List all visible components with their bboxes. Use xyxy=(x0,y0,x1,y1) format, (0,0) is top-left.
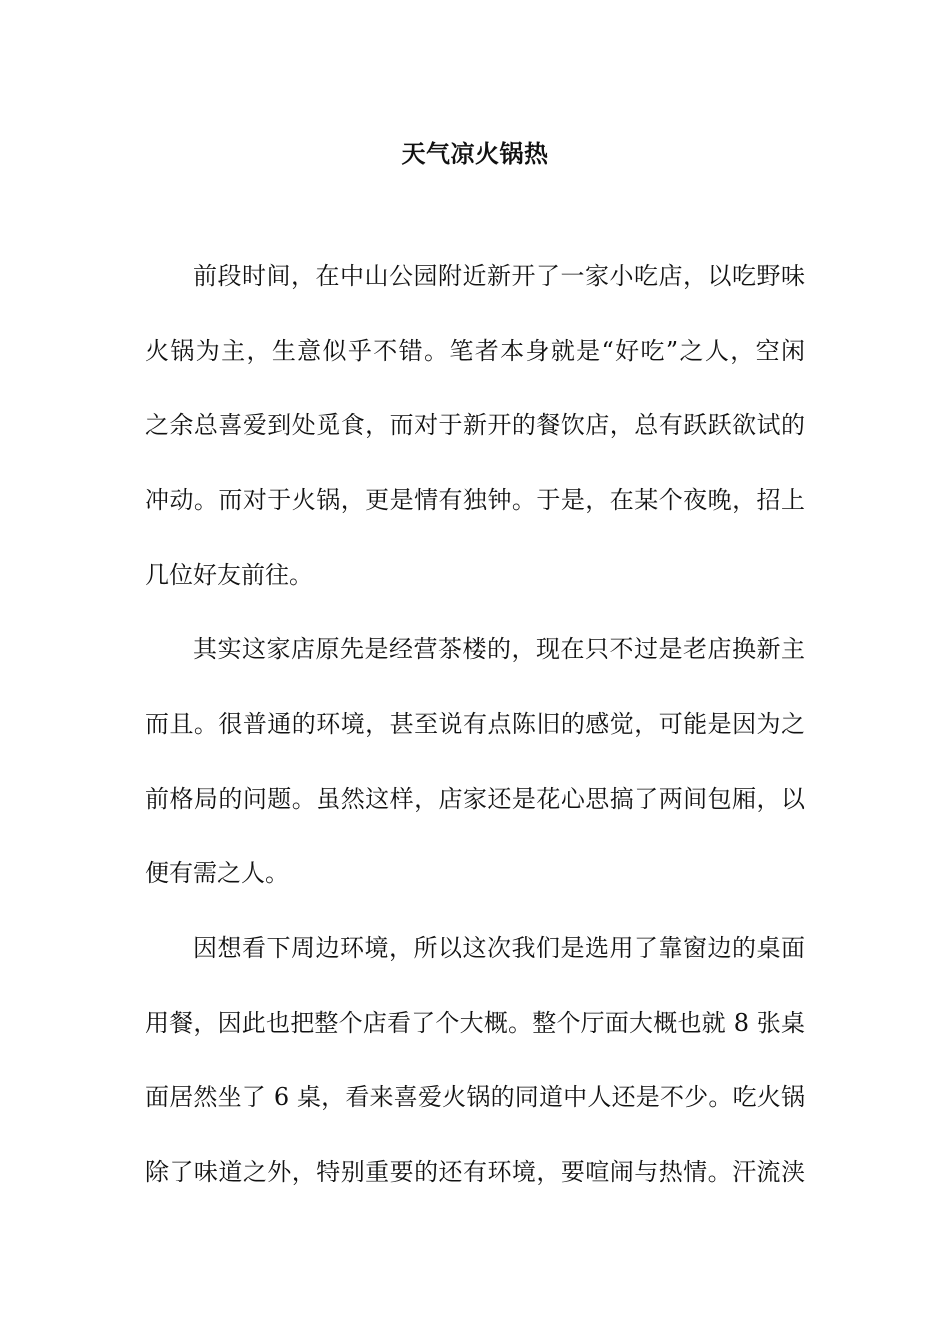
paragraph-1-line-1: 前段时间，在中山公园附近新开了一家小吃店，以吃野味 xyxy=(193,262,805,290)
document-title: 天气凉火锅热 xyxy=(401,139,549,168)
paragraph-3-line-4: 除了味道之外，特别重要的还有环境，要喧闹与热情。汗流浃 xyxy=(145,1158,805,1186)
paragraph-2-line-2: 而且。很普通的环境，甚至说有点陈旧的感觉，可能是因为之 xyxy=(145,710,805,738)
paragraph-2-line-4: 便有需之人。 xyxy=(145,859,289,887)
paragraph-1-line-4: 冲动。而对于火锅，更是情有独钟。于是，在某个夜晚，招上 xyxy=(145,486,805,514)
paragraph-1-line-2: 火锅为主，生意似乎不错。笔者本身就是“好吃”之人，空闲 xyxy=(145,337,805,365)
paragraph-3-line-1: 因想看下周边环境，所以这次我们是选用了靠窗边的桌面 xyxy=(193,934,805,962)
paragraph-1-line-3: 之余总喜爱到处觅食，而对于新开的餐饮店，总有跃跃欲试的 xyxy=(145,411,805,439)
paragraph-3-line-2: 用餐，因此也把整个店看了个大概。整个厅面大概也就 8 张桌 xyxy=(145,1009,805,1037)
paragraph-2-line-1: 其实这家店原先是经营茶楼的，现在只不过是老店换新主 xyxy=(193,635,805,663)
paragraph-2-line-3: 前格局的问题。虽然这样，店家还是花心思搞了两间包厢，以 xyxy=(145,785,805,813)
paragraph-1-line-5: 几位好友前往。 xyxy=(145,561,313,589)
paragraph-3-line-3: 面居然坐了 6 桌，看来喜爱火锅的同道中人还是不少。吃火锅 xyxy=(145,1083,805,1111)
